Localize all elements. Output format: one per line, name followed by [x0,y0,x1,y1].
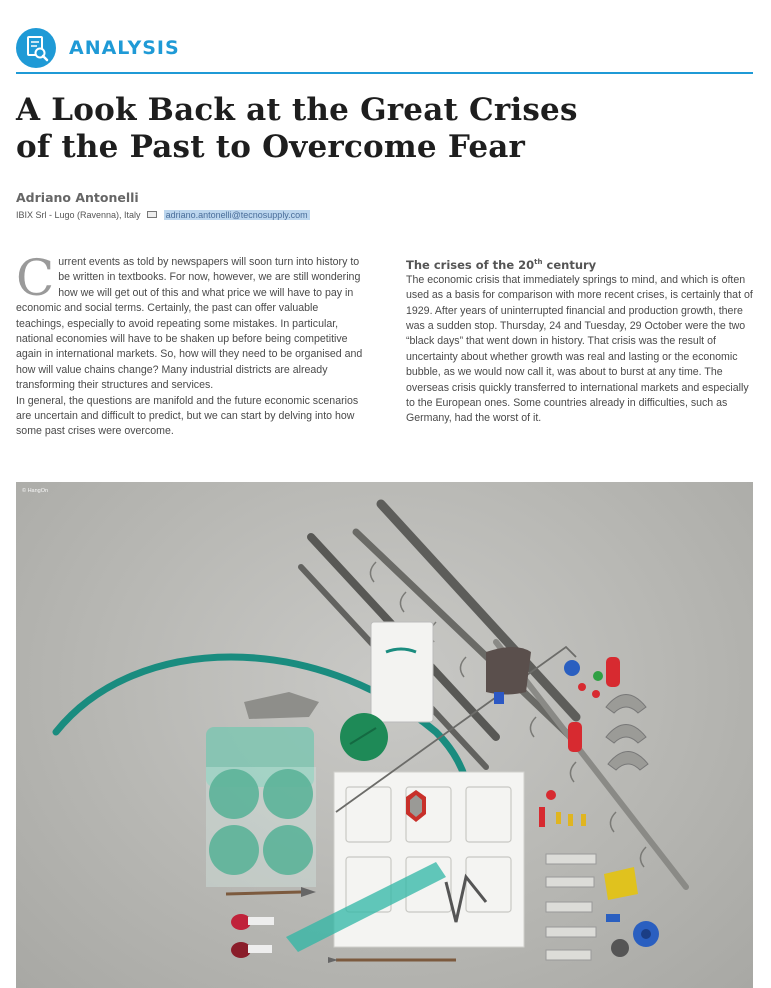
photo-illustration [16,482,753,988]
section-paragraph: The economic crisis that immediately springs to mind, and which is often used as a basis for comparison with more recent crises, is certainly that of 1929. After years of uninterrupted financial and production growth, there was a sudden stop. Thursday, 24 and Tuesday, 29 October were the two “black days” that went down in history. That crisis was the result of uncertainty about whether growth was real and lasting or the economic bubble, as we would now call it, was about to burst at any time. The overseas crisis quickly transferred to international markets and especially to the European ones. Some countries already in difficulties, such as Germany, had the worst of it. [406,273,753,425]
author-affiliation: IBIX Srl - Lugo (Ravenna), Italy [16,210,141,220]
photo-credit: © HangOn [22,488,49,494]
article-photo [16,482,753,988]
article-title [16,92,716,166]
author-email-link[interactable]: adriano.antonelli@tecnosupply.com [165,210,308,220]
title-line-2: of the Past to Overcome Fear [16,129,526,165]
email-icon [147,211,157,218]
intro-paragraph-2: In general, the questions are manifold and the future economic scenarios are uncertain and difficult to predict, but we can start by delving into how some past crises were overcome. [16,394,359,438]
title-line-1: A Look Back at the Great Crises [16,92,578,128]
section-heading: The crises of the 20th century [406,257,597,272]
intro-paragraph: urrent events as told by newspapers will soon turn into history to be written in textbooks. For now, however, we are still wondering how we will get out of this and what price we will have to pay in economic and social terms. Certainly, the past can offer valuable teachings, especially to avoid repeating some mistakes. In particular, national economies will have to be shaken up before being competitive again in international markets. So, how will they need to be organised and how will value chains change? Many industrial districts are already transforming their structures and services. [16,256,363,392]
document-search-icon [16,28,56,68]
intro-column [16,249,363,440]
header-divider [16,72,753,74]
section-column [406,255,753,427]
section-label: ANALYSIS [69,37,180,59]
author-affiliation-line [16,210,310,220]
section-header [16,26,753,74]
drop-cap: C [16,249,55,307]
author-name: Adriano Antonelli [16,190,139,205]
